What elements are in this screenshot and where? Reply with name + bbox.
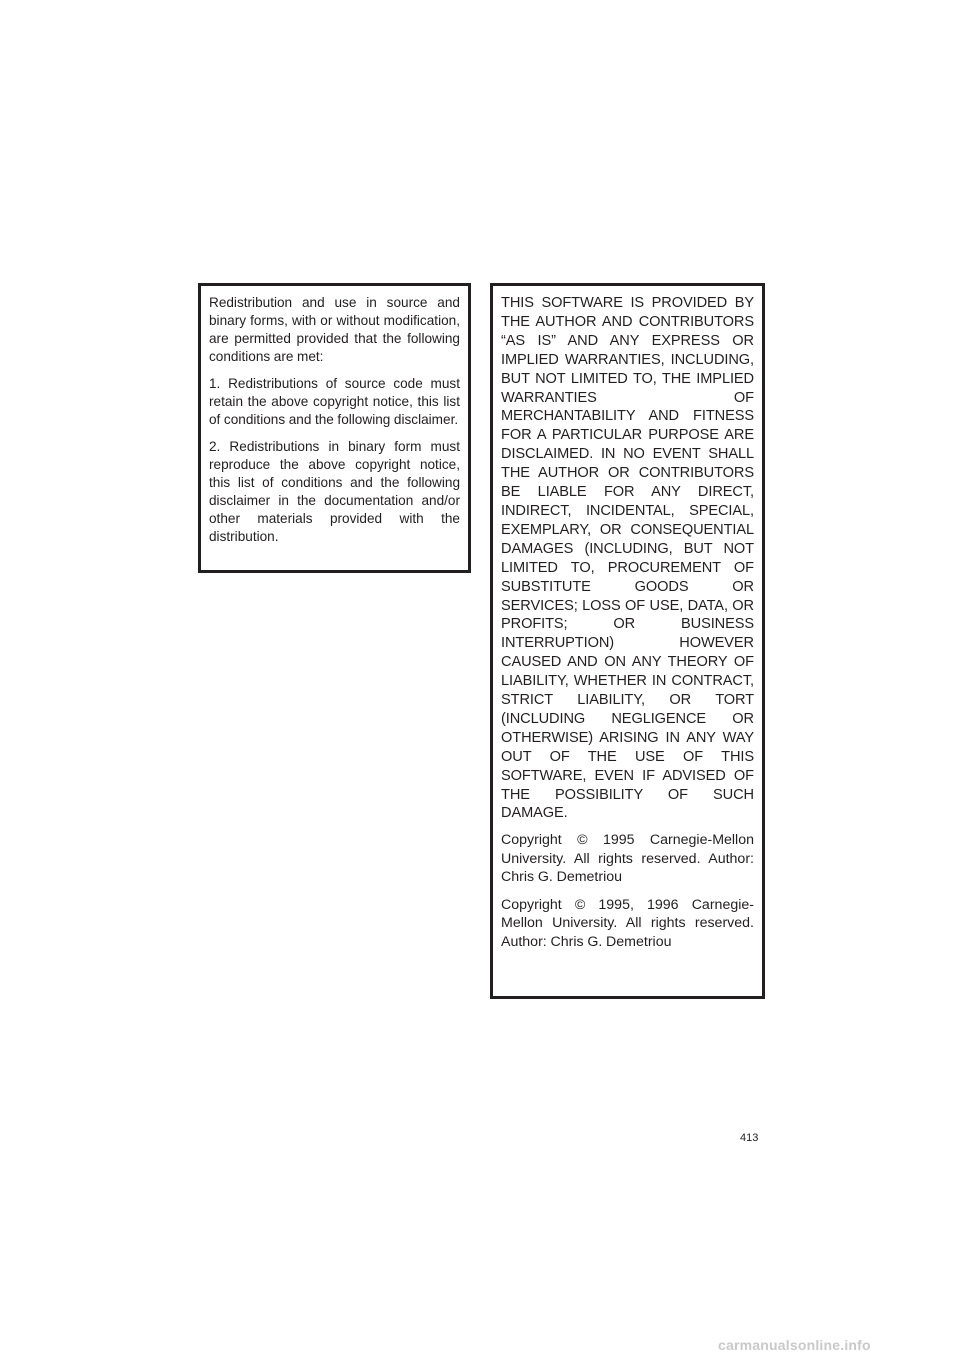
copyright-notice-1995: Copyright © 1995 Carnegie-Mellon University. All rights reserved. Author: Chris G. Demetriou [501,832,754,886]
watermark-logo: carmanualsonline.info [718,1337,871,1353]
redistribution-intro: Redistribution and use in source and binary forms, with or without modification, are permitted provided that the following conditions are met: [209,295,460,364]
condition-source-code: 1. Redistributions of source code must retain the above copyright notice, this list of conditions and the following disclaimer. [209,376,460,427]
license-disclaimer-box [490,283,765,999]
condition-binary-form: 2. Redistributions in binary form must reproduce the above copyright notice, this list of conditions and the following disclaimer in the documentation and/or other materials provided with the distribution. [209,439,460,544]
license-conditions-box [198,283,471,573]
copyright-notice-1995-1996: Copyright © 1995, 1996 Carnegie-Mellon University. All rights reserved. Author: Chris G. Demetriou [501,896,754,950]
page-number: 413 [740,1132,759,1144]
warranty-disclaimer: THIS SOFTWARE IS PROVIDED BY THE AUTHOR AND CONTRIBUTORS “AS IS” AND ANY EXPRESS OR IMPLIED WARRANTIES, INCLUDING, BUT NOT LIMITED TO, THE IMPLIED WARRANTIES OF MERCHANTABILITY AND FITNESS FOR A PARTICULAR PURPOSE ARE DISCLAIMED. IN NO EVENT SHALL THE AUTHOR OR CONTRIBUTORS BE LIABLE FOR ANY DIRECT, INDIRECT, INCIDENTAL, SPECIAL, EXEMPLARY, OR CONSEQUENTIAL DAMAGES (INCLUDING, BUT NOT LIMITED TO, PROCUREMENT OF SUBSTITUTE GOODS OR SERVICES; LOSS OF USE, DATA, OR PROFITS; OR BUSINESS INTERRUPTION) HOWEVER CAUSED AND ON ANY THEORY OF LIABILITY, WHETHER IN CONTRACT, STRICT LIABILITY, OR TORT (INCLUDING NEGLIGENCE OR OTHERWISE) ARISING IN ANY WAY OUT OF THE USE OF THIS SOFTWARE, EVEN IF ADVISED OF THE POSSIBILITY OF SUCH DAMAGE. [501,295,754,822]
